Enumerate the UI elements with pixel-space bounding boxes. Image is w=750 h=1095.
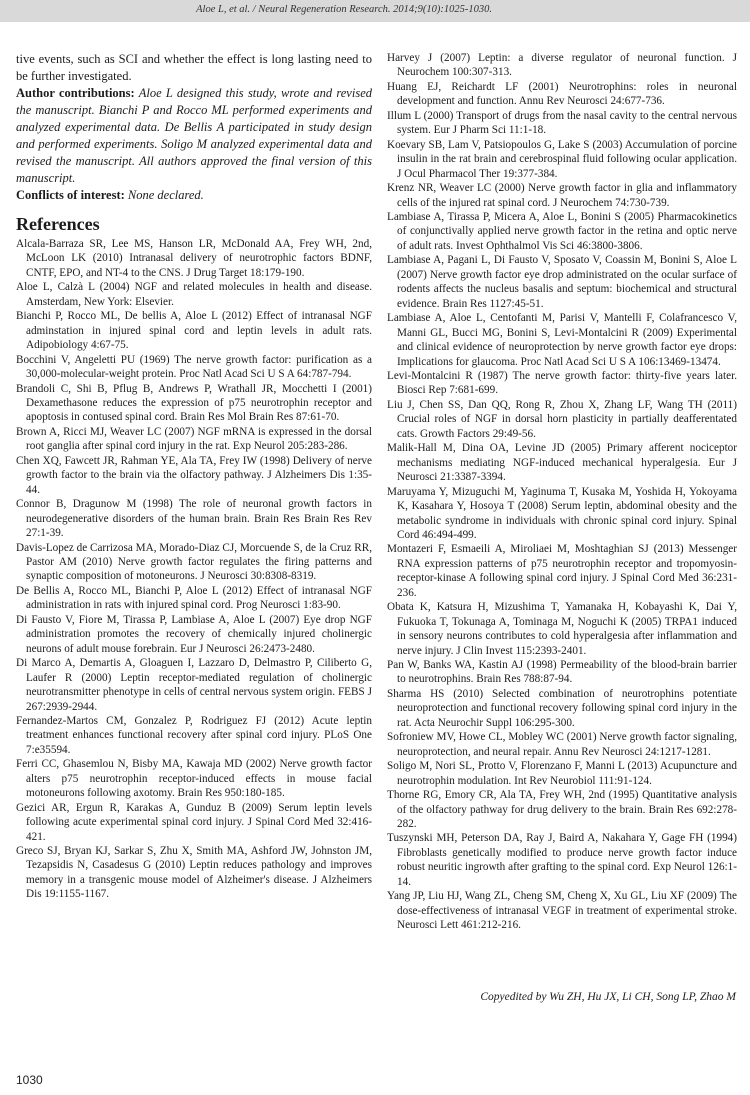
reference-item: Maruyama Y, Mizuguchi M, Yaginuma T, Kusaka M, Yoshida H, Yokoyama K, Kasahara Y, Hosoya T (2008) Serum leptin, abdominal obesity and the metabolic syndrome in individuals with chronic spinal cord injury. Spinal Cord 46:494-499. <box>387 485 737 541</box>
left-column <box>16 51 372 902</box>
page-number: 1030 <box>16 1073 43 1087</box>
reference-item: De Bellis A, Rocco ML, Bianchi P, Aloe L (2012) Effect of intranasal NGF administration in rats with injured spinal cord. Prog Neurosci 1:83-90. <box>16 584 372 612</box>
conflicts-label: Conflicts of interest: <box>16 188 125 202</box>
reference-item: Di Fausto V, Fiore M, Tirassa P, Lambiase A, Aloe L (2007) Eye drop NGF administration promotes the recovery of chemically injured cholinergic neurons of adult mouse forebrain. Eur J Neurosci 26:2473-2480. <box>16 613 372 655</box>
reference-item: Fernandez-Martos CM, Gonzalez P, Rodriguez FJ (2012) Acute leptin treatment enhances functional recovery after spinal cord injury. PLoS One 7:e35594. <box>16 714 372 756</box>
author-contributions-text: Aloe L designed this study, wrote and revised the manuscript. Bianchi P and Rocco ML performed experiments and analyzed experimental data. De Bellis A participated in study design and performed experiments. Soligo M analyzed experimental data and revised the manuscript. All authors approved the final version of this manuscript. <box>16 86 372 185</box>
reference-list-right <box>387 51 737 933</box>
reference-item: Illum L (2000) Transport of drugs from the nasal cavity to the central nervous system. Eur J Pharm Sci 11:1-18. <box>387 109 737 137</box>
reference-item: Bianchi P, Rocco ML, De bellis A, Aloe L (2012) Effect of intranasal NGF adminstation in injured spinal cord and leptin levels in adult rats. Adipobiology 4:67-75. <box>16 310 372 352</box>
running-header <box>0 0 750 22</box>
conflicts-text: None declared. <box>124 188 204 202</box>
reference-item: Krenz NR, Weaver LC (2000) Nerve growth factor in glia and inflammatory cells of the injured rat spinal cord. J Neurochem 74:730-739. <box>387 182 737 209</box>
reference-item: Lambiase A, Pagani L, Di Fausto V, Sposato V, Coassin M, Bonini S, Aloe L (2007) Nerve growth factor eye drop administrated on the ocular surface of rodents affects the nucleus basalis and septum: biochemical and structural evidence. Brain Res 1127:45-51. <box>387 254 737 310</box>
reference-item: Tuszynski MH, Peterson DA, Ray J, Baird A, Nakahara Y, Gage FH (1994) Fibroblasts genetically modified to produce nerve growth factor induce robust neuritic ingrowth after grafting to the spinal cord. Exp Neurol 126:1-14. <box>387 832 737 888</box>
reference-item: Lambiase A, Aloe L, Centofanti M, Parisi V, Mantelli F, Colafrancesco V, Manni GL, Bucci MG, Bonini S, Levi-Montalcini R (2009) Experimental and clinical evidence of neuroprotection by nerve growth factor eye drops: Implications for glaucoma. Proc Natl Acad Sci U S A 106:13469-13474. <box>387 312 737 368</box>
reference-item: Malik-Hall M, Dina OA, Levine JD (2005) Primary afferent nociceptor mechanisms mediating NGF-induced mechanical hyperalgesia. Eur J Neurosci 21:3387-3394. <box>387 442 737 484</box>
author-contributions <box>16 85 372 187</box>
reference-item: Yang JP, Liu HJ, Wang ZL, Cheng SM, Cheng X, Xu GL, Liu XF (2009) The dose-effectiveness of intranasal VEGF in treatment of experimental stroke. Neurosci Lett 461:212-216. <box>387 890 737 932</box>
reference-item: Aloe L, Calzà L (2004) NGF and related molecules in health and disease. Amsterdam, New York: Elsevier. <box>16 281 372 308</box>
conflicts-of-interest <box>16 187 372 204</box>
reference-item: Levi-Montalcini R (1987) The nerve growth factor: thirty-five years later. Biosci Rep 7:681-699. <box>387 369 737 397</box>
reference-item: Liu J, Chen SS, Dan QQ, Rong R, Zhou X, Zhang LF, Wang TH (2011) Crucial roles of NGF in dorsal horn plasticity in partially deafferentated cats. Growth Factors 29:49-56. <box>387 398 737 440</box>
reference-list-left <box>16 237 372 902</box>
reference-item: Alcala-Barraza SR, Lee MS, Hanson LR, McDonald AA, Frey WH, 2nd, McLoon LK (2010) Intranasal delivery of neurotrophic factors BDNF, CNTF, EPO, and NT-4 to the CNS. J Drug Target 18:179-190. <box>16 238 372 279</box>
reference-item: Connor B, Dragunow M (1998) The role of neuronal growth factors in neurodegenerative disorders of the human brain. Brain Res Brain Res Rev 27:1-39. <box>16 498 372 540</box>
reference-item: Thorne RG, Emory CR, Ala TA, Frey WH, 2nd (1995) Quantitative analysis of the olfactory pathway for drug delivery to the brain. Brain Res 692:278-282. <box>387 789 737 831</box>
reference-item: Sharma HS (2010) Selected combination of neurotrophins potentiate neuroprotection and functional recovery following spinal cord injury in the rat. Acta Neurochir Suppl 106:295-300. <box>387 687 737 729</box>
references-heading: References <box>16 214 100 234</box>
author-contributions-label: Author contributions: <box>16 86 135 100</box>
continuation-paragraph: tive events, such as SCI and whether the effect is long lasting need to be further investigated. <box>16 52 372 83</box>
reference-item: Lambiase A, Tirassa P, Micera A, Aloe L, Bonini S (2005) Pharmacokinetics of conjunctivally applied nerve growth factor in the retina and optic nerve of adult rats. Invest Ophthalmol Vis Sci 46:3800-3806. <box>387 210 737 252</box>
reference-item: Bocchini V, Angeletti PU (1969) The nerve growth factor: purification as a 30,000-molecular-weight protein. Proc Natl Acad Sci U S A 64:787-794. <box>16 353 372 381</box>
reference-item: Chen XQ, Fawcett JR, Rahman YE, Ala TA, Frey IW (1998) Delivery of nerve growth factor to the brain via the olfactory pathway. J Alzheimers Dis 1:35-44. <box>16 454 372 496</box>
running-head-text: Aloe L, et al. / Neural Regeneration Research. 2014;9(10):1025-1030. <box>196 4 492 15</box>
reference-item: Brandoli C, Shi B, Pflug B, Andrews P, Wrathall JR, Mocchetti I (2001) Dexamethasone reduces the expression of p75 neurotrophin receptor and apoptosis in contused spinal cord. Brain Res Mol Brain Res 87:61-70. <box>16 382 372 424</box>
reference-item: Ferri CC, Ghasemlou N, Bisby MA, Kawaja MD (2002) Nerve growth factor alters p75 neurotrophin receptor-induced effects in mouse facial motoneurons following axotomy. Brain Res 950:180-185. <box>16 758 372 800</box>
reference-item: Pan W, Banks WA, Kastin AJ (1998) Permeability of the blood-brain barrier to neurotrophins. Brain Res 788:87-94. <box>387 659 737 686</box>
reference-item: Koevary SB, Lam V, Patsiopoulos G, Lake S (2003) Accumulation of porcine insulin in the rat brain and cerebrospinal fluid following ocular application. J Ocul Pharmacol Ther 19:377-384. <box>387 138 737 180</box>
reference-item: Montazeri F, Esmaeili A, Miroliaei M, Moshtaghian SJ (2013) Messenger RNA expression patterns of p75 neurotrophin receptor and tropomyosin-receptor-kinase A following spinal cord injury. J Spinal Cord Med 36:231-236. <box>387 543 737 599</box>
reference-item: Gezici AR, Ergun R, Karakas A, Gunduz B (2009) Serum leptin levels following acute experimental spinal cord injury. J Spinal Cord Med 32:416-421. <box>16 801 372 843</box>
reference-item: Sofroniew MV, Howe CL, Mobley WC (2001) Nerve growth factor signaling, neuroprotection, and neural repair. Annu Rev Neurosci 24:1217-1281. <box>387 731 737 758</box>
reference-item: Obata K, Katsura H, Mizushima T, Yamanaka H, Kobayashi K, Dai Y, Fukuoka T, Tokunaga A, Tominaga M, Noguchi K (2005) TRPA1 induced in sensory neurons contributes to cold hyperalgesia after inflammation and nerve injury. J Clin Invest 115:2393-2401. <box>387 601 737 657</box>
reference-item: Greco SJ, Bryan KJ, Sarkar S, Zhu X, Smith MA, Ashford JW, Johnston JM, Tezapsidis N, Casadesus G (2010) Leptin reduces pathology and improves memory in a transgenic mouse model of Alzheimer's disease. J Alzheimers Dis 19:1155-1167. <box>16 845 372 901</box>
copyedited-by: Copyedited by Wu ZH, Hu JX, Li CH, Song LP, Zhao M <box>480 991 736 1003</box>
reference-item: Soligo M, Nori SL, Protto V, Florenzano F, Manni L (2013) Acupuncture and neurotrophin modulation. Int Rev Neurobiol 111:91-124. <box>387 760 737 787</box>
right-column <box>387 51 737 933</box>
reference-item: Brown A, Ricci MJ, Weaver LC (2007) NGF mRNA is expressed in the dorsal root ganglia after spinal cord injury in the rat. Exp Neurol 205:283-286. <box>16 425 372 453</box>
reference-item: Di Marco A, Demartis A, Gloaguen I, Lazzaro D, Delmastro P, Ciliberto G, Laufer R (2000) Leptin receptor-mediated regulation of cholinergic neurotransmitter phenotype in cells of central nervous system origin. FEBS J 267:2939-2944. <box>16 657 372 713</box>
reference-item: Huang EJ, Reichardt LF (2001) Neurotrophins: roles in neuronal development and function. Annu Rev Neurosci 24:677-736. <box>387 80 737 108</box>
reference-item: Davis-Lopez de Carrizosa MA, Morado-Diaz CJ, Morcuende S, de la Cruz RR, Pastor AM (2010) Nerve growth factor regulates the firing patterns and synaptic composition of motoneurons. J Neurosci 30:8308-8319. <box>16 541 372 583</box>
reference-item: Harvey J (2007) Leptin: a diverse regulator of neuronal function. J Neurochem 100:307-313. <box>387 52 737 79</box>
